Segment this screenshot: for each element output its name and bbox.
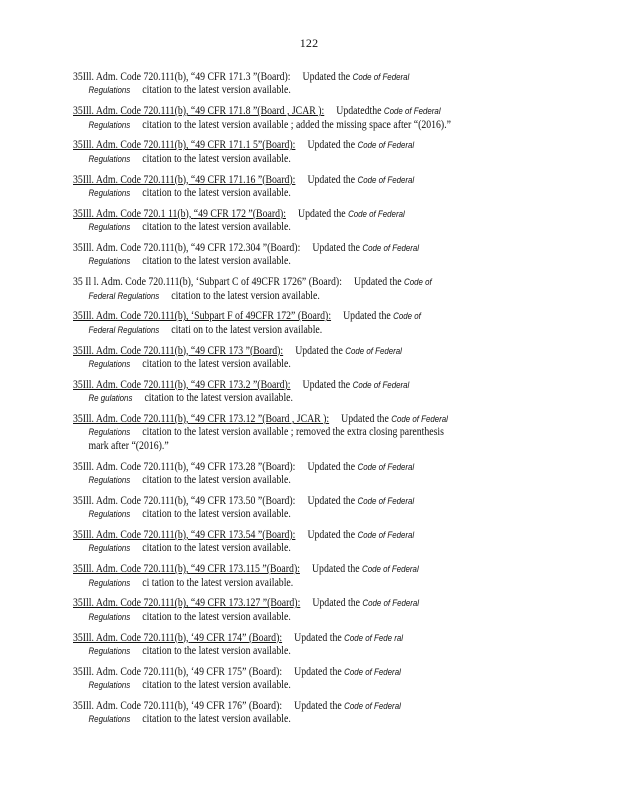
entry-cfr: “49 CFR 171.3 ”(Board): bbox=[190, 71, 291, 83]
amendment-entry bbox=[73, 345, 533, 372]
entry-citation bbox=[73, 700, 282, 713]
entry-cfr: ‘49 CFR 176” (Board): bbox=[190, 700, 283, 713]
entry-updated: Updated the bbox=[302, 71, 351, 83]
entry-line-1 bbox=[73, 242, 469, 255]
amendment-entry bbox=[73, 495, 533, 522]
code-of-federal-text: Code of Federal bbox=[362, 564, 419, 575]
entry-prefix: 35Ill. Adm. Code 720.111(b), bbox=[73, 494, 191, 507]
code-of-federal-text: Code of Federal bbox=[352, 72, 410, 82]
regulations-text: Regulations bbox=[88, 646, 131, 657]
entry-updated: Updated the bbox=[307, 529, 356, 542]
entry-citation bbox=[73, 563, 300, 576]
entry-cfr: “49 CFR 172 ”(Board): bbox=[193, 207, 286, 220]
entry-citation bbox=[73, 139, 295, 152]
entry-updated: Updated the bbox=[312, 597, 360, 610]
regulations-text: Regulations bbox=[88, 256, 131, 267]
code-of-federal-text: Code of Fede ral bbox=[344, 632, 404, 643]
entry-description: citation to the latest version available ; added the missing space after “(2016).” bbox=[142, 118, 451, 131]
code-of-federal-text: Code of Federal bbox=[391, 414, 448, 425]
entry-prefix: 35Ill. Adm. Code 720.111(b), bbox=[73, 665, 191, 678]
regulations-text: Regulations bbox=[88, 222, 131, 233]
entry-line-2 bbox=[73, 324, 469, 337]
amendment-entry bbox=[73, 700, 533, 727]
entry-updated: Updated the bbox=[294, 700, 342, 713]
entry-line-1 bbox=[73, 71, 469, 84]
entry-description: citation to the latest version available. bbox=[142, 474, 291, 487]
amendment-entry bbox=[73, 208, 533, 235]
entry-prefix: 35 Il l. Adm. Code 720.111(b), bbox=[73, 276, 196, 289]
entry-prefix: 35Ill. Adm. Code 720.111(b), bbox=[73, 597, 191, 610]
entry-cfr: ‘Subpart C of 49CFR 1726” (Board): bbox=[195, 276, 342, 289]
entry-prefix: 35Ill. Adm. Code 720.111(b), bbox=[73, 413, 191, 426]
entry-cfr: “49 CFR 173.28 ”(Board): bbox=[190, 460, 296, 473]
entry-description: citation to the latest version available. bbox=[142, 152, 291, 165]
entry-line-1 bbox=[73, 666, 469, 679]
entry-line-1 bbox=[73, 208, 469, 221]
amendment-entry bbox=[73, 242, 533, 269]
entry-citation bbox=[73, 105, 324, 118]
entry-citation bbox=[73, 310, 331, 323]
entry-line-2 bbox=[73, 508, 469, 521]
entry-citation bbox=[73, 529, 295, 542]
entry-updated: Updated the bbox=[311, 563, 360, 576]
regulations-text: Regulations bbox=[88, 475, 131, 486]
entry-description: citation to the latest version available. bbox=[171, 289, 320, 302]
regulations-text: Regulations bbox=[88, 680, 131, 691]
amendment-entry bbox=[73, 413, 533, 453]
entry-cfr: “49 CFR 173 ”(Board): bbox=[190, 344, 284, 357]
entry-description: citation to the latest version available. bbox=[142, 221, 291, 234]
entry-updated: Updated the bbox=[294, 665, 342, 678]
entry-line-2 bbox=[73, 119, 469, 132]
entry-cfr: “49 CFR 171.8 ”(Board , JCAR ): bbox=[190, 105, 325, 118]
entry-updated: Updated the bbox=[307, 460, 356, 473]
entry-citation bbox=[73, 242, 300, 255]
entry-description: citation to the latest version available. bbox=[142, 713, 291, 726]
code-of-federal-text: Code of Federal bbox=[345, 345, 402, 356]
entry-prefix: 35Ill. Adm. Code 720.111(b), bbox=[73, 563, 191, 576]
entry-cfr: “49 CFR 173.12 ”(Board , JCAR ): bbox=[190, 413, 330, 426]
entry-line-1 bbox=[73, 461, 469, 474]
entry-description: citation to the latest version available. bbox=[142, 610, 291, 623]
entry-line-1 bbox=[73, 310, 469, 323]
entry-line-2 bbox=[73, 426, 469, 439]
entry-citation bbox=[73, 345, 283, 358]
entry-description: citation to the latest version available. bbox=[142, 358, 291, 371]
regulations-text: Regulations bbox=[88, 153, 131, 164]
entry-updated: Updated the bbox=[353, 276, 402, 289]
entry-prefix: 35Ill. Adm. Code 720.111(b), bbox=[73, 310, 191, 323]
amendment-entry bbox=[73, 529, 533, 556]
entry-line-1 bbox=[73, 174, 469, 187]
amendment-entry bbox=[73, 461, 533, 488]
entry-description: citation to the latest version available. bbox=[142, 84, 291, 97]
regulations-text: Regulations bbox=[88, 714, 131, 725]
entry-line-2 bbox=[73, 542, 469, 555]
entry-prefix: 35Ill. Adm. Code 720.111(b), bbox=[73, 139, 191, 152]
code-of-federal-text: Code of Federal bbox=[362, 598, 420, 609]
entry-updated: Updated the bbox=[307, 494, 356, 507]
entry-line-2 bbox=[73, 221, 469, 234]
entry-line-2 bbox=[73, 645, 469, 658]
entry-line-3: mark after “(2016).” bbox=[88, 439, 169, 452]
entry-updated: Updated the bbox=[312, 242, 360, 255]
entry-citation bbox=[73, 276, 342, 289]
entry-description: citation to the latest version available. bbox=[142, 508, 291, 521]
entry-description: citation to the latest version available. bbox=[142, 645, 291, 658]
amendment-entry bbox=[73, 71, 533, 98]
entry-line-2 bbox=[73, 153, 469, 166]
entry-prefix: 35Ill. Adm. Code 720.111(b), bbox=[73, 700, 191, 713]
entry-prefix: 35Ill. Adm. Code 720.111(b), bbox=[73, 71, 191, 83]
code-of-federal-text: Code of Federal bbox=[357, 495, 415, 506]
entry-line-1 bbox=[73, 597, 469, 610]
code-of-federal-text: Code of Federal bbox=[344, 666, 401, 677]
amendment-entry bbox=[73, 174, 533, 201]
entry-line-2 bbox=[73, 255, 469, 268]
amendment-entry bbox=[73, 632, 533, 659]
regulations-text: Regulations bbox=[88, 509, 131, 520]
entry-updated: Updatedthe bbox=[336, 105, 382, 118]
entry-prefix: 35Ill. Adm. Code 720.1 11(b), bbox=[73, 207, 194, 220]
entry-line-1 bbox=[73, 700, 469, 713]
code-of-federal-text: Code of bbox=[393, 311, 421, 322]
entry-citation bbox=[73, 597, 300, 610]
entry-updated: Updated the bbox=[294, 631, 342, 644]
entry-line-1 bbox=[73, 495, 469, 508]
entry-cfr: “49 CFR 171.16 ”(Board): bbox=[190, 173, 296, 186]
amendment-entry bbox=[73, 276, 533, 303]
entry-cfr: ‘49 CFR 174” (Board): bbox=[190, 631, 283, 644]
amendment-entry bbox=[73, 597, 533, 624]
regulations-text: Regulations bbox=[88, 543, 131, 554]
entry-updated: Updated the bbox=[302, 378, 351, 391]
page-number: 122 bbox=[299, 36, 319, 50]
entry-line-1 bbox=[73, 276, 469, 289]
entry-line-2 bbox=[73, 187, 469, 200]
regulations-text: Regulations bbox=[88, 611, 131, 622]
entry-line-1 bbox=[73, 632, 469, 645]
code-of-federal-text: Code of Federal bbox=[344, 701, 401, 712]
entry-citation bbox=[73, 71, 290, 84]
entry-description: citation to the latest version available. bbox=[142, 255, 291, 268]
code-of-federal-text: Code of Federal bbox=[357, 461, 415, 472]
regulations-text: Regulations bbox=[88, 359, 131, 370]
entry-citation bbox=[73, 413, 329, 426]
entry-updated: Updated the bbox=[307, 173, 356, 186]
code-of-federal-text: Code of Federal bbox=[362, 243, 420, 254]
entry-cfr: “49 CFR 173.2 ”(Board): bbox=[190, 378, 291, 391]
code-of-federal-text: Code of bbox=[404, 277, 432, 288]
amendment-entry bbox=[73, 563, 533, 590]
code-of-federal-text: Code of Federal bbox=[357, 174, 415, 185]
code-of-federal-text: Code of Federal bbox=[348, 208, 405, 219]
regulations-text: Regulations bbox=[88, 577, 131, 588]
entry-prefix: 35Ill. Adm. Code 720.111(b), bbox=[73, 378, 191, 391]
regulations-text: Regulations bbox=[88, 188, 131, 199]
entry-updated: Updated the bbox=[307, 139, 356, 152]
entry-prefix: 35Ill. Adm. Code 720.111(b), bbox=[73, 344, 191, 357]
entry-citation bbox=[73, 174, 295, 187]
entry-cfr: ‘Subpart F of 49CFR 172” (Board): bbox=[190, 310, 332, 323]
entry-updated: Updated the bbox=[341, 413, 389, 426]
entry-prefix: 35Ill. Adm. Code 720.111(b), bbox=[73, 460, 191, 473]
entry-line-2 bbox=[73, 392, 469, 405]
entry-line-2 bbox=[73, 474, 469, 487]
entry-description: citation to the latest version available. bbox=[142, 187, 291, 200]
entry-description: citation to the latest version available. bbox=[142, 542, 291, 555]
entry-description: citation to the latest version available. bbox=[142, 679, 291, 692]
entry-prefix: 35Ill. Adm. Code 720.111(b), bbox=[73, 529, 191, 542]
entry-line-1 bbox=[73, 379, 469, 392]
entry-line-1 bbox=[73, 105, 469, 118]
entries-list bbox=[73, 71, 533, 734]
entry-prefix: 35Ill. Adm. Code 720.111(b), bbox=[73, 631, 191, 644]
entry-updated: Updated the bbox=[343, 310, 391, 323]
entry-cfr: “49 CFR 173.115 ”(Board): bbox=[190, 563, 300, 576]
entry-cfr: “49 CFR 172.304 ”(Board): bbox=[190, 242, 301, 255]
entry-line-2 bbox=[73, 611, 469, 624]
entry-description: citation to the latest version available. bbox=[144, 392, 293, 405]
entry-line-2 bbox=[73, 84, 469, 97]
entry-line-1 bbox=[73, 139, 469, 152]
entry-updated: Updated the bbox=[295, 344, 343, 357]
entry-citation bbox=[73, 208, 286, 221]
entry-line-1 bbox=[73, 413, 469, 426]
entry-line-1 bbox=[73, 345, 469, 358]
entry-citation bbox=[73, 495, 295, 508]
entry-line-1 bbox=[73, 529, 469, 542]
regulations-text: Federal Regulations bbox=[88, 290, 160, 301]
entry-line-2 bbox=[73, 577, 469, 590]
entry-description: citati on to the latest version available. bbox=[171, 323, 323, 336]
entry-citation bbox=[73, 461, 295, 474]
entry-line-2 bbox=[73, 679, 469, 692]
entry-description: ci tation to the latest version available. bbox=[142, 576, 294, 589]
amendment-entry bbox=[73, 139, 533, 166]
regulations-text: Re gulations bbox=[88, 393, 133, 404]
code-of-federal-text: Code of Federal bbox=[357, 140, 415, 151]
entry-description: citation to the latest version available ; removed the extra closing parenthesis bbox=[142, 426, 444, 439]
entry-citation bbox=[73, 379, 290, 392]
amendment-entry bbox=[73, 666, 533, 693]
entry-prefix: 35Ill. Adm. Code 720.111(b), bbox=[73, 242, 191, 255]
entry-prefix: 35Ill. Adm. Code 720.111(b), bbox=[73, 173, 191, 186]
entry-cfr: “49 CFR 173.50 ”(Board): bbox=[190, 494, 296, 507]
code-of-federal-text: Code of Federal bbox=[352, 379, 410, 390]
regulations-text: Federal Regulations bbox=[88, 324, 160, 335]
entry-cfr: “49 CFR 173.54 ”(Board): bbox=[190, 529, 296, 542]
entry-line-2 bbox=[73, 358, 469, 371]
entry-updated: Updated the bbox=[297, 207, 346, 220]
code-of-federal-text: Code of Federal bbox=[383, 106, 441, 117]
entry-cfr: “49 CFR 173.127 ”(Board): bbox=[190, 597, 301, 610]
regulations-text: Regulations bbox=[88, 85, 131, 96]
entry-line-2 bbox=[73, 290, 469, 303]
amendment-entry bbox=[73, 379, 533, 406]
entry-cfr: ‘49 CFR 175” (Board): bbox=[190, 665, 283, 678]
amendment-entry bbox=[73, 310, 533, 337]
entry-line-1 bbox=[73, 563, 469, 576]
regulations-text: Regulations bbox=[88, 427, 131, 438]
entry-line-2 bbox=[73, 713, 469, 726]
entry-prefix: 35Ill. Adm. Code 720.111(b), bbox=[73, 105, 191, 118]
entry-citation bbox=[73, 666, 282, 679]
amendment-entry bbox=[73, 105, 533, 132]
regulations-text: Regulations bbox=[88, 119, 131, 130]
code-of-federal-text: Code of Federal bbox=[357, 530, 415, 541]
entry-citation bbox=[73, 632, 282, 645]
entry-cfr: “49 CFR 171.1 5”(Board): bbox=[190, 139, 296, 152]
